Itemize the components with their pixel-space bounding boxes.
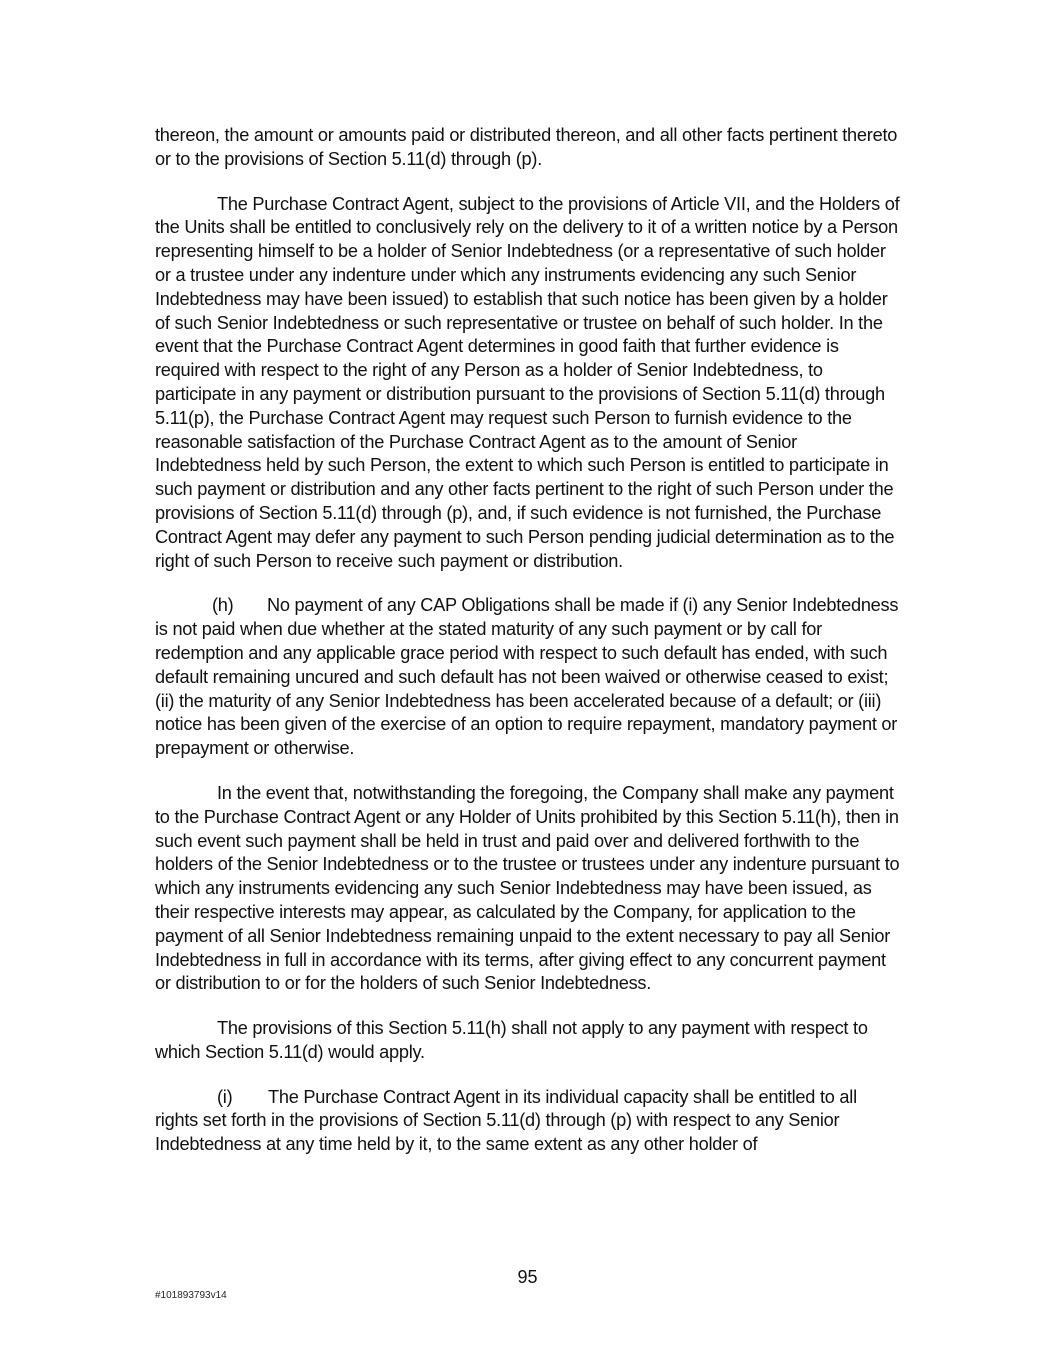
document-body [155,124,900,1178]
clause-i-label: (i) [217,1086,233,1107]
paragraph-reliance-on-notice: The Purchase Contract Agent, subject to the provisions of Article VII, and the Holders of the Units shall be entitled to conclusively rely on the delivery to it of a written notice by a Person representing himself to be a holder of Senior Indebtedness (or a representative of such holder or a trustee under any indenture under which any instruments evidencing any such Senior Indebtedness may have been issued) to establish that such notice has been given by a holder of such Senior Indebtedness or such representative or trustee on behalf of such holder. In the event that the Purchase Contract Agent determines in good faith that further evidence is required with respect to the right of any Person as a holder of Senior Indebtedness, to participate in any payment or distribution pursuant to the provisions of Section 5.11(d) through 5.11(p), the Purchase Contract Agent may request such Person to furnish evidence to the reasonable satisfaction of the Purchase Contract Agent as to the amount of Senior Indebtedness held by such Person, the extent to which such Person is entitled to participate in such payment or distribution and any other facts pertinent to the right of such Person under the provisions of Section 5.11(d) through (p), and, if such evidence is not furnished, the Purchase Contract Agent may defer any payment to such Person pending judicial determination as to the right of such Person to receive such payment or distribution. [155,193,900,571]
clause-h-text: No payment of any CAP Obligations shall be made if (i) any Senior Indebtedness is not paid when due whether at the stated maturity of any such payment or by call for redemption and any applicable grace period with respect to such default has ended, with such default remaining uncured and such default has not been waived or otherwise ceased to exist; (ii) the maturity of any Senior Indebtedness has been accelerated because of a default; or (iii) notice has been given of the exercise of an option to require repayment, mandatory payment or prepayment or otherwise. [155,595,899,759]
clause-i-text: The Purchase Contract Agent in its individual capacity shall be entitled to all rights set forth in the provisions of Section 5.11(d) through (p) with respect to any Senior Indebtedness at any time held by it, to the same extent as any other holder of [155,1086,857,1155]
clause-h [155,594,900,761]
page-number: 95 [517,1267,538,1287]
clause-h-label: (h) [212,595,234,616]
paragraph-prohibited-payment: In the event that, notwithstanding the foregoing, the Company shall make any payment to the Purchase Contract Agent or any Holder of Units prohibited by this Section 5.11(h), then in such event such payment shall be held in trust and paid over and delivered forthwith to the holders of the Senior Indebtedness or to the trustee or trustees under any indenture pursuant to which any instruments evidencing any such Senior Indebtedness may have been issued, as their respective interests may appear, as calculated by the Company, for application to the payment of all Senior Indebtedness remaining unpaid to the extent necessary to pay all Senior Indebtedness in full in accordance with its terms, after giving effect to any concurrent payment or distribution to or for the holders of such Senior Indebtedness. [155,782,900,994]
paragraph-continuation: thereon, the amount or amounts paid or distributed thereon, and all other facts pertinent thereto or to the provisions of Section 5.11(d) through (p). [155,125,898,169]
paragraph-provisions-not-apply: The provisions of this Section 5.11(h) shall not apply to any payment with respect to which Section 5.11(d) would apply. [155,1018,868,1062]
document-id: #101893793v14 [155,1290,227,1301]
clause-i [155,1086,900,1157]
